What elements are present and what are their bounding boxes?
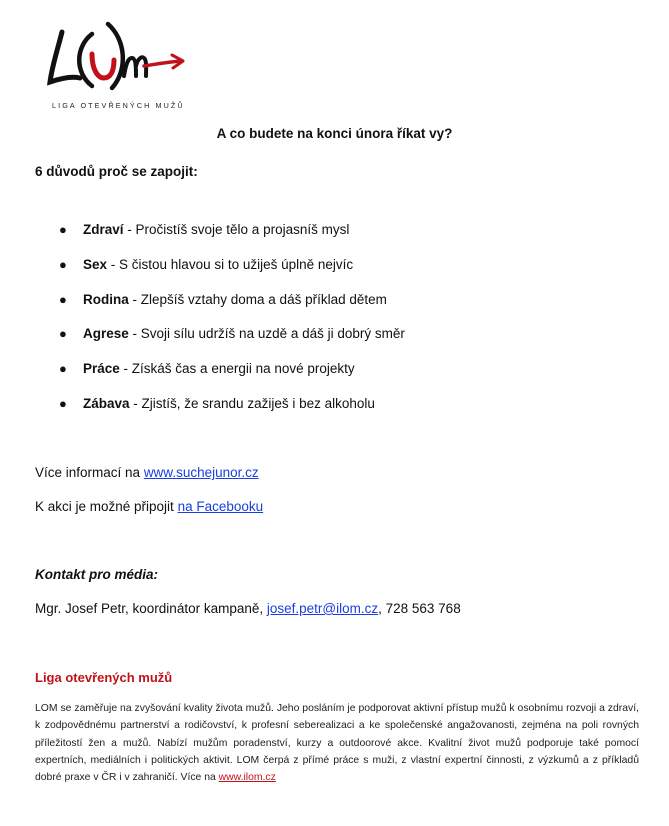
reason-text: - Svoji sílu udržíš na uzdě a dáš ji dobrý směr — [128, 326, 405, 342]
contact-prefix: Mgr. Josef Petr, koordinátor kampaně, — [35, 601, 267, 616]
ilom-link[interactable]: www.ilom.cz — [218, 772, 276, 784]
bullet-icon: ● — [59, 256, 67, 272]
reason-text: - Zjistíš, že srandu zažiješ i bez alkoholu — [129, 395, 375, 411]
media-contact-line — [35, 601, 461, 616]
suchejunor-link[interactable]: www.suchejunor.cz — [143, 465, 259, 480]
bullet-icon: ● — [59, 222, 67, 237]
list-item — [35, 255, 405, 290]
reason-text: - Získáš čas a energii na nové projekty — [119, 361, 355, 377]
facebook-link[interactable]: na Facebooku — [177, 499, 264, 514]
reason-term: Zdraví — [83, 222, 124, 237]
contact-phone: , 728 563 768 — [378, 601, 461, 616]
reason-term: Zábava — [83, 395, 130, 411]
logo-caption: LIGA OTEVŘENÝCH MUŽŮ — [52, 101, 185, 110]
reason-term: Rodina — [83, 291, 129, 307]
list-item — [35, 324, 405, 359]
reasons-list — [35, 220, 405, 429]
email-link[interactable]: josef.petr@ilom.cz — [266, 601, 379, 616]
bullet-icon: ● — [59, 361, 67, 377]
facebook-line — [35, 499, 263, 514]
list-item — [35, 220, 405, 255]
reason-term: Práce — [83, 361, 120, 377]
more-info-line — [35, 465, 259, 480]
page-title: A co budete na konci února říkat vy? — [216, 126, 453, 141]
reason-text: - Pročistíš svoje tělo a projasníš mysl — [123, 222, 350, 237]
org-heading: Liga otevřených mužů — [35, 670, 173, 685]
org-text: LOM se zaměřuje na zvyšování kvality života mužů. Jeho posláním je podporovat aktivní přístup mužů k osobnímu rozvoji a zdraví, k zodpovědnému partnerství a rodičovství, k profesní seberealizaci a ke společenské angažovanosti, zejména na poli rovných příležitostí žen a mužů. Nabízí mužům poradenství, kurzy a outdoorové akce. Kvalitní život mužů podporuje také pomocí expertních, mediálních i politických aktivit. LOM čerpá z přímé práce s muži, z vlastní expertní činnosti, z výzkumů a z příkladů dobré praxe v ČR i v zahraničí. Více na — [35, 703, 639, 784]
bullet-icon: ● — [59, 291, 67, 307]
list-item — [35, 290, 405, 325]
bullet-icon: ● — [59, 326, 67, 342]
reason-term: Sex — [83, 256, 108, 272]
org-description — [35, 700, 639, 786]
list-item — [35, 359, 405, 394]
reason-text: - S čistou hlavou si to užiješ úplně nejvíc — [107, 256, 354, 272]
reasons-heading: 6 důvodů proč se zapojit: — [35, 164, 198, 179]
reason-term: Agrese — [83, 326, 129, 342]
facebook-prefix: K akci je možné připojit — [35, 499, 178, 514]
reason-text: - Zlepšíš vztahy doma a dáš příklad dětem — [128, 291, 387, 307]
media-contact-heading: Kontakt pro média: — [35, 567, 159, 582]
list-item — [35, 394, 405, 429]
bullet-icon: ● — [59, 395, 67, 411]
lom-logo-mark — [40, 14, 190, 104]
more-info-prefix: Více informací na — [35, 465, 144, 480]
